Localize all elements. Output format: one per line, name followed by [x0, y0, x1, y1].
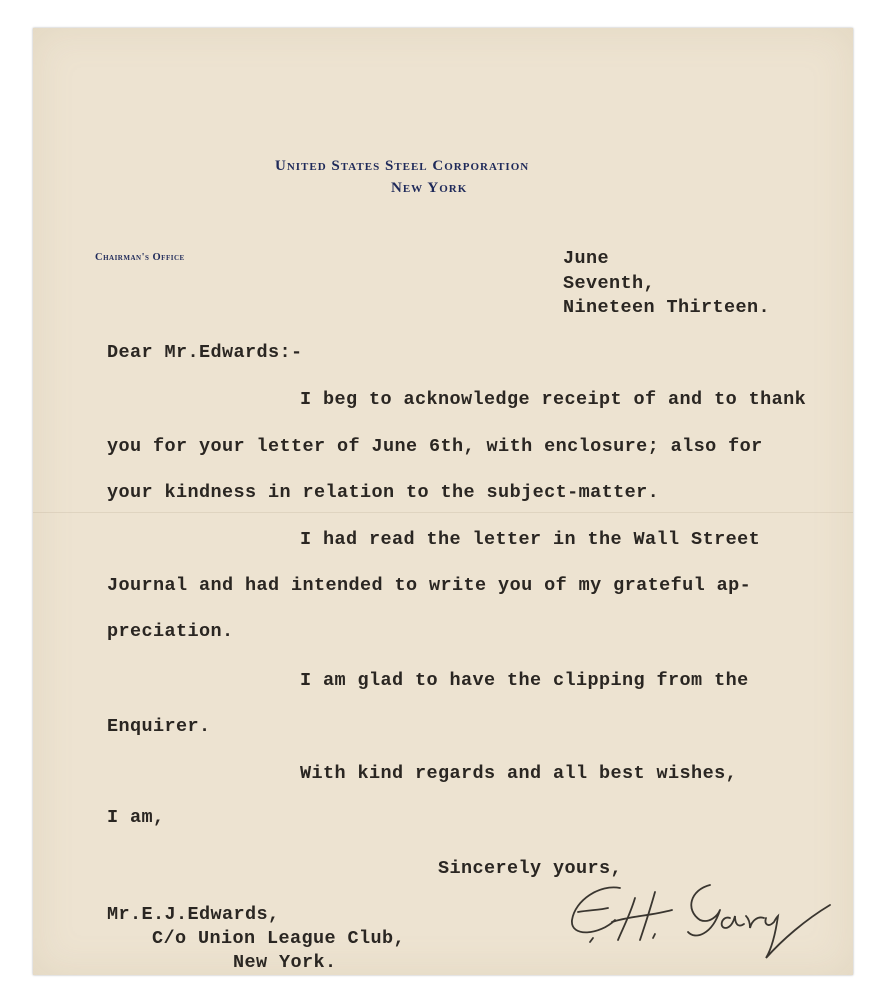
letterhead-city: New York — [391, 180, 468, 196]
salutation: Dear Mr.Edwards:- — [107, 342, 303, 363]
body-line: preciation. — [107, 621, 234, 642]
body-line: I had read the letter in the Wall Street — [300, 529, 761, 550]
date-line: Nineteen Thirteen. — [563, 297, 771, 318]
body-line: With kind regards and all best wishes, — [300, 763, 738, 784]
body-line: Journal and had intended to write you of my grateful ap- — [107, 575, 752, 596]
recipient-line: C/o Union League Club, — [152, 928, 406, 949]
recipient-line: Mr.E.J.Edwards, — [107, 904, 280, 925]
body-line: Enquirer. — [107, 716, 211, 737]
letterhead-office: Chairman's Office — [95, 252, 185, 263]
body-line: I am glad to have the clipping from the — [300, 670, 749, 691]
signature — [560, 880, 840, 970]
closing: Sincerely yours, — [438, 858, 623, 879]
body-line: I am, — [107, 807, 165, 828]
fold-line — [33, 512, 853, 513]
date-line: June — [563, 248, 610, 269]
recipient-line: New York. — [233, 952, 337, 973]
body-line: you for your letter of June 6th, with enclosure; also for — [107, 436, 763, 457]
body-line: I beg to acknowledge receipt of and to thank — [300, 389, 807, 410]
body-line: your kindness in relation to the subject-matter. — [107, 482, 660, 503]
date-line: Seventh, — [563, 273, 656, 294]
letterhead-company: United States Steel Corporation — [275, 158, 530, 174]
